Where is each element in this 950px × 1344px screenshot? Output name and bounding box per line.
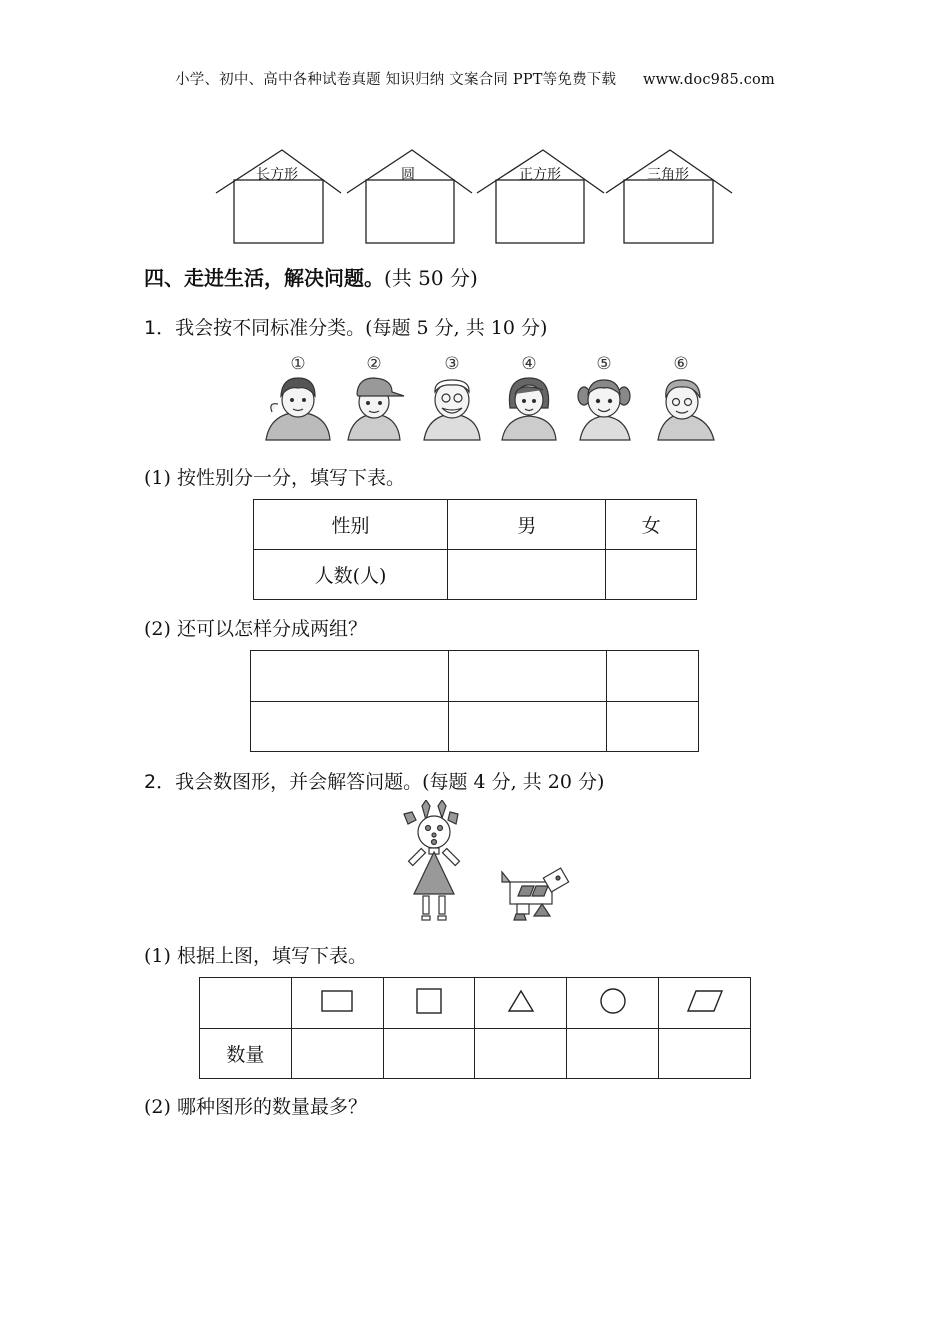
q1-sub2-prompt: (2) 还可以怎样分成两组？ <box>144 618 367 640</box>
q2-sub2-prompt: (2) 哪种图形的数量最多？ <box>144 1096 367 1118</box>
female-count-cell[interactable] <box>606 550 697 600</box>
group-cell-2[interactable] <box>449 651 607 702</box>
header-text: 小学、初中、高中各种试卷真题 知识归纳 文案合同 PPT等免费下载 <box>175 72 617 88</box>
triangle-header <box>475 978 567 1029</box>
person-number-4: ④ <box>521 354 537 374</box>
person-number-6: ⑥ <box>673 354 689 374</box>
shape-figures <box>390 800 590 926</box>
section-title <box>144 262 478 291</box>
shape-count-table <box>199 977 751 1079</box>
female-header: 女 <box>606 500 697 550</box>
person-2-boy-icon <box>348 378 404 440</box>
person-5-girl-icon <box>578 380 630 440</box>
person-number-5: ⑤ <box>596 354 612 374</box>
person-1-boy-icon <box>266 378 330 440</box>
male-count-cell[interactable] <box>448 550 606 600</box>
group-cell-1[interactable] <box>251 651 449 702</box>
group-cell-3[interactable] <box>607 651 699 702</box>
q2-sub1-prompt: (1) 根据上图，填写下表。 <box>144 945 367 967</box>
square-count-cell[interactable] <box>383 1029 475 1079</box>
house-label-circle: 圆 <box>401 167 415 183</box>
houses-drawing <box>210 146 750 250</box>
parallelogram-count-cell[interactable] <box>659 1029 751 1079</box>
person-3-old-man-icon <box>424 380 480 440</box>
question-2-title <box>144 767 604 794</box>
parallelogram-header <box>659 978 751 1029</box>
gender-header: 性别 <box>254 500 448 550</box>
group-cell-4[interactable] <box>251 702 449 752</box>
triangle-icon <box>507 989 535 1013</box>
q2-title-text: 2．我会数图形，并会解答问题。 <box>144 771 423 793</box>
quantity-row-label: 数量 <box>200 1029 292 1079</box>
person-6-old-woman-icon <box>658 380 714 440</box>
house-label-triangle: 三角形 <box>647 167 689 183</box>
rectangle-count-cell[interactable] <box>291 1029 383 1079</box>
q1-points: (每题 5 分, 共 10 分) <box>365 317 548 339</box>
group-cell-5[interactable] <box>449 702 607 752</box>
house-sorting-figure <box>210 146 750 250</box>
page-header <box>0 68 950 89</box>
house-label-rectangle: 长方形 <box>256 167 298 183</box>
triangle-count-cell[interactable] <box>475 1029 567 1079</box>
gender-table <box>253 499 697 600</box>
square-icon <box>416 988 442 1014</box>
person-number-3: ③ <box>444 354 460 374</box>
section-title-text: 四、走进生活，解决问题。 <box>144 266 384 290</box>
square-header <box>383 978 475 1029</box>
shape-girl-figure <box>404 800 459 920</box>
header-url: www.doc985.com <box>642 72 775 88</box>
person-4-girl-icon <box>502 378 556 440</box>
q2-points: (每题 4 分, 共 20 分) <box>422 771 605 793</box>
rectangle-header <box>291 978 383 1029</box>
parallelogram-icon <box>686 989 724 1013</box>
question-1-title <box>144 313 547 340</box>
section-points: (共 50 分) <box>384 266 478 290</box>
group-cell-6[interactable] <box>607 702 699 752</box>
circle-count-cell[interactable] <box>567 1029 659 1079</box>
shape-table-corner <box>200 978 292 1029</box>
q1-sub1-prompt: (1) 按性别分一分，填写下表。 <box>144 467 405 489</box>
person-number-1: ① <box>290 354 306 374</box>
house-label-square: 正方形 <box>519 167 561 183</box>
rectangle-icon <box>321 990 353 1012</box>
circle-header <box>567 978 659 1029</box>
people-illustration <box>258 352 728 442</box>
q1-title-text: 1．我会按不同标准分类。 <box>144 317 366 339</box>
shape-dog-figure <box>502 868 569 920</box>
circle-icon <box>599 987 627 1015</box>
count-row-label: 人数(人) <box>254 550 448 600</box>
grouping-table <box>250 650 699 752</box>
person-number-2: ② <box>366 354 382 374</box>
male-header: 男 <box>448 500 606 550</box>
